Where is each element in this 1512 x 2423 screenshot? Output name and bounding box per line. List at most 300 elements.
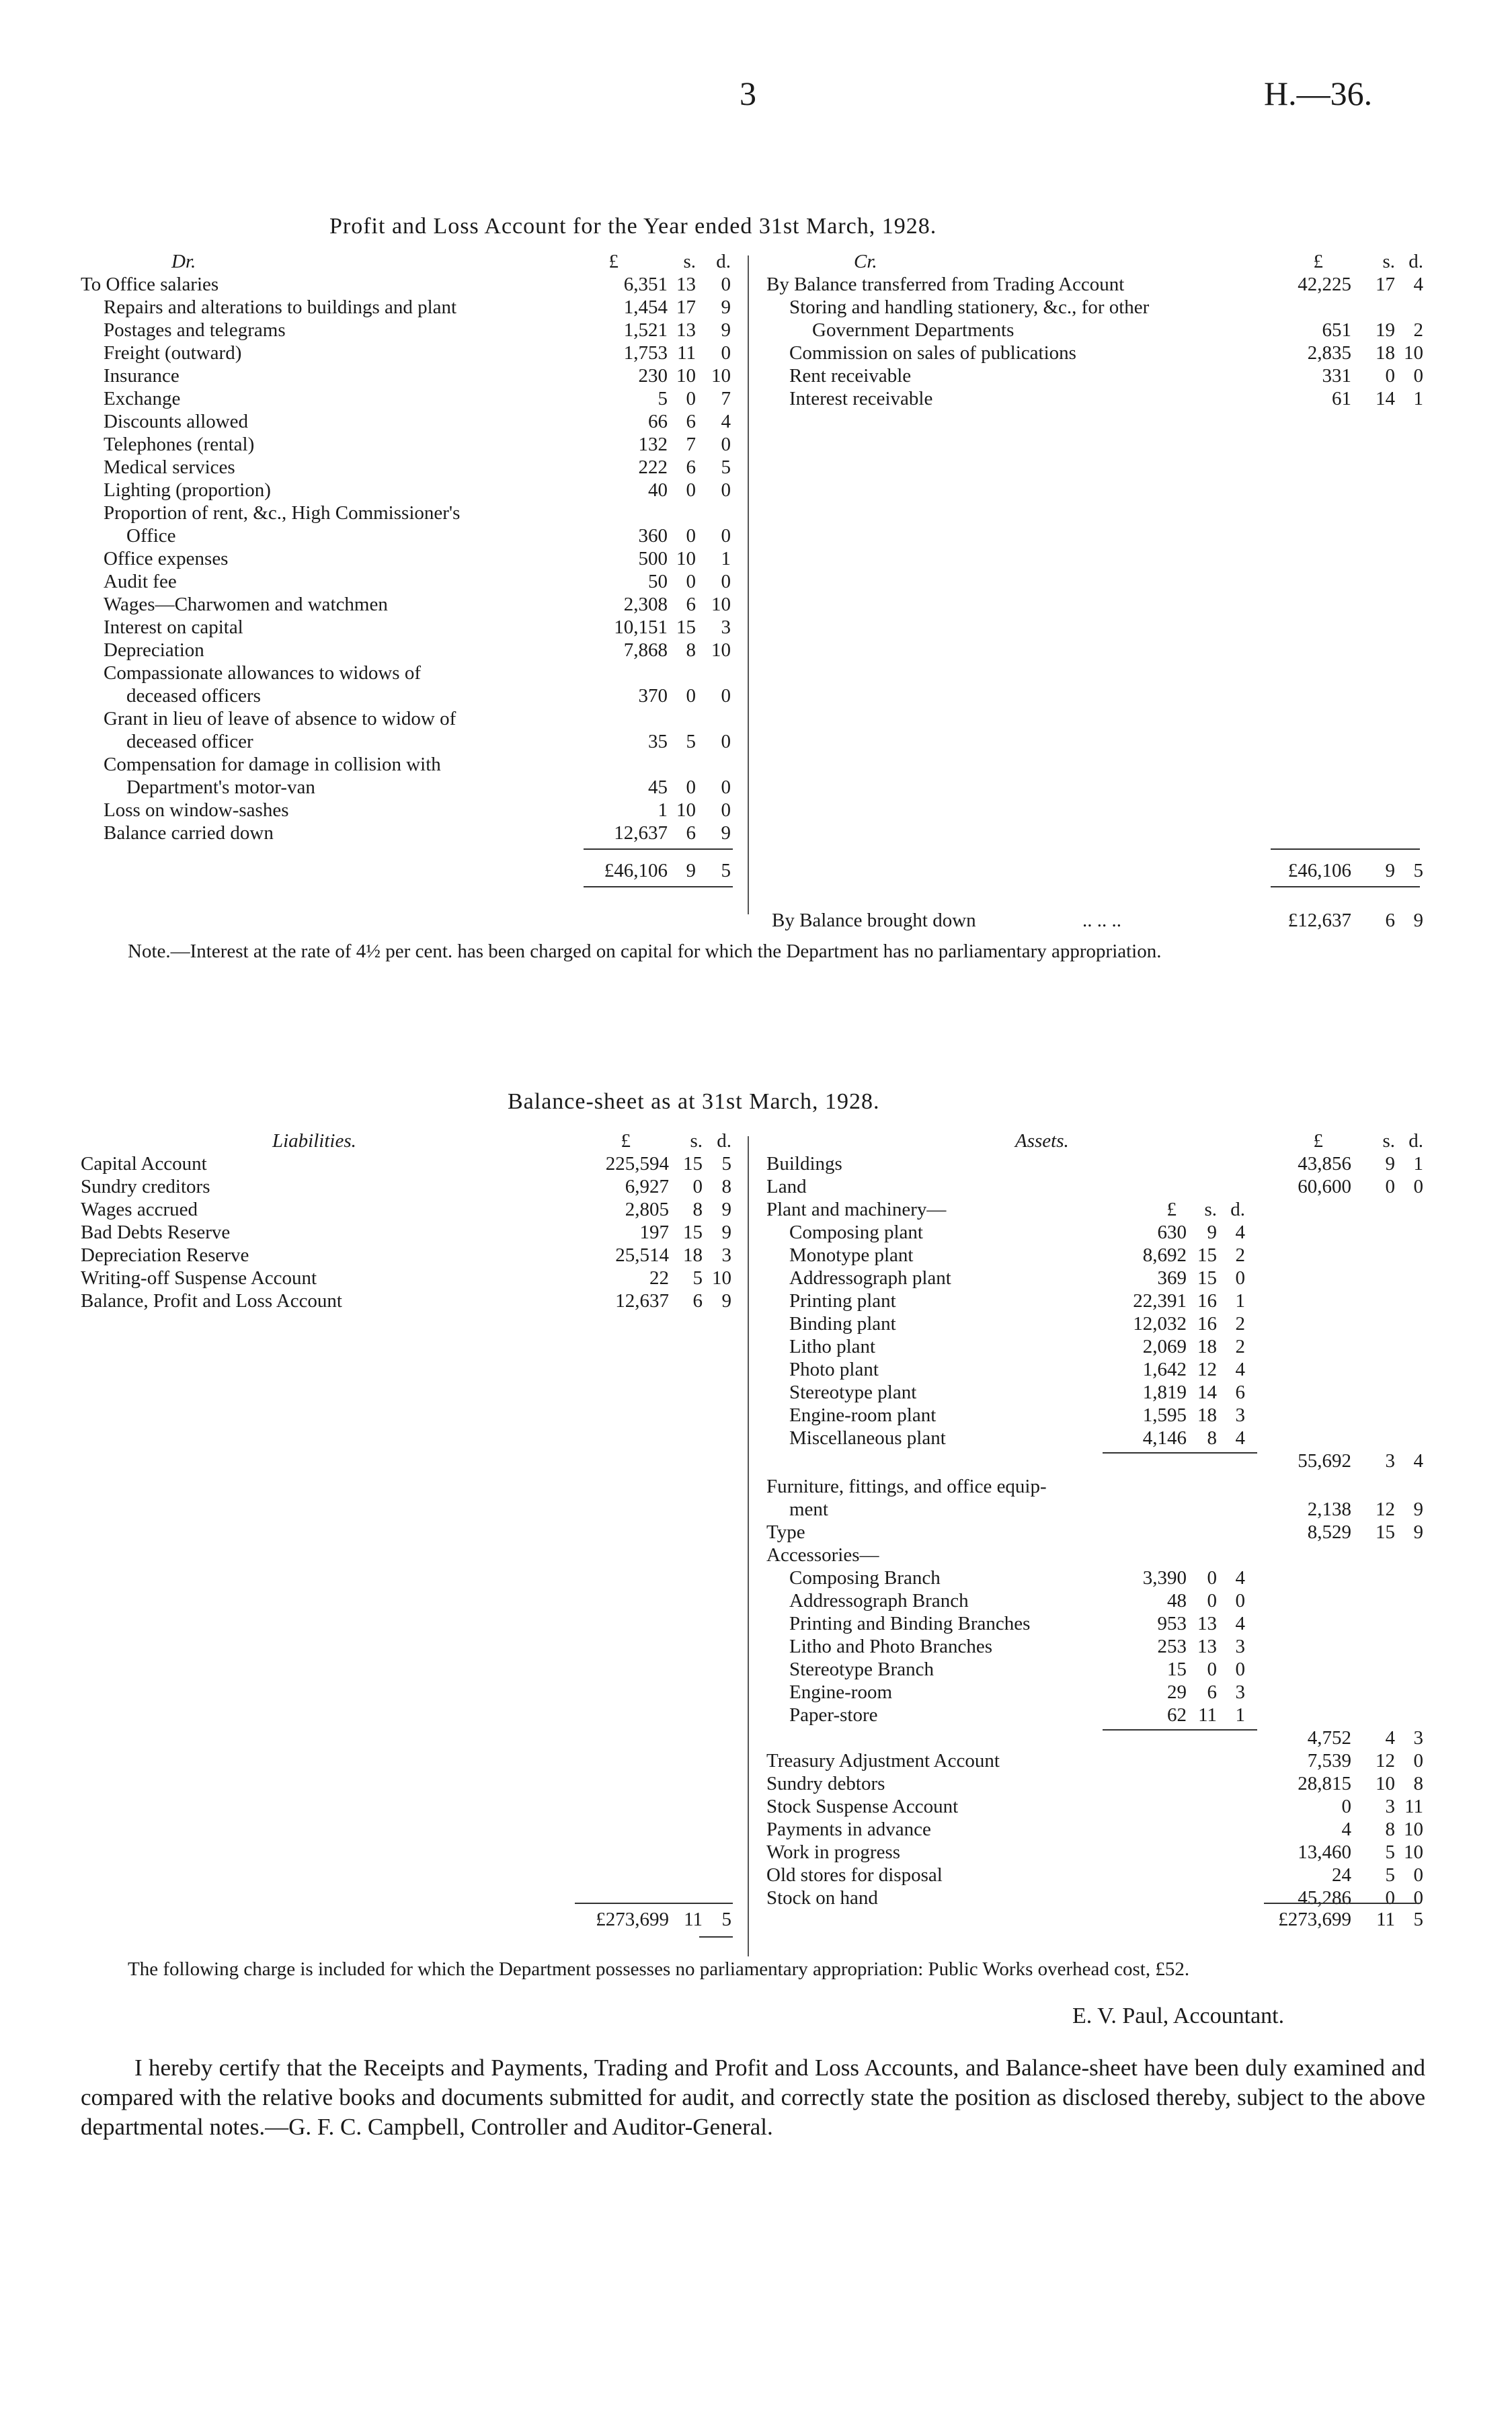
asset-plant-row-label: Photo plant <box>789 1359 879 1380</box>
asset-plant-row-d: 0 <box>1235 1267 1245 1289</box>
pl-debit-row <box>81 433 753 456</box>
bs-liability-row-pounds: 12,637 <box>615 1290 669 1312</box>
asset-accessory-row-d: 3 <box>1235 1681 1245 1703</box>
pl-debit-row-d: 10 <box>711 594 731 615</box>
pl-debit-row <box>81 524 753 547</box>
pl-debit-row-pounds: 5 <box>658 388 668 409</box>
asset-plant-col-pounds: £ <box>1166 1199 1177 1220</box>
pl-debit-row <box>81 502 753 524</box>
bs-liability-row <box>81 1267 753 1289</box>
pl-credit-total-s: 9 <box>1385 860 1395 881</box>
pl-debit-row-label: Department's motor-van <box>126 777 315 798</box>
asset-other-row-s: 12 <box>1376 1750 1395 1772</box>
pl-debit-row-pounds: 222 <box>638 456 668 478</box>
asset-buildings <box>766 1152 1439 1175</box>
pl-debit-row <box>81 662 753 684</box>
pl-debit-row-d: 0 <box>721 274 731 295</box>
asset-type-pounds: 8,529 <box>1307 1521 1351 1543</box>
pl-debit-row-label: Repairs and alterations to buildings and plant <box>104 296 457 318</box>
pl-debit-row-s: 17 <box>676 296 696 318</box>
bs-liab-col-s: s. <box>690 1130 703 1152</box>
pl-cr-col-d: d. <box>1408 251 1423 272</box>
pl-debit-row-d: 0 <box>721 731 731 752</box>
asset-plant-row-s: 16 <box>1197 1313 1217 1335</box>
asset-accessory-row-s: 13 <box>1197 1636 1217 1657</box>
pl-debit-row <box>81 456 753 479</box>
bs-signature: E. V. Paul, Accountant. <box>1072 2003 1285 2028</box>
bs-assets-total-d: 5 <box>1413 1909 1423 1930</box>
pl-title: Profit and Loss Account for the Year ended 31st March, 1928. <box>329 214 937 239</box>
bs-liability-row-label: Wages accrued <box>81 1199 198 1220</box>
asset-plant-row-pounds: 4,146 <box>1142 1427 1187 1449</box>
pl-credit-row <box>766 342 1439 364</box>
pl-debit-row <box>81 753 753 776</box>
asset-other-row <box>766 1864 1439 1886</box>
bs-liability-row-d: 9 <box>721 1222 731 1243</box>
bs-liability-row-pounds: 225,594 <box>605 1153 669 1175</box>
pl-debit-row-s: 6 <box>686 411 696 432</box>
pl-debit-total-d: 5 <box>721 860 731 881</box>
bs-assets-block <box>766 1152 1439 1909</box>
asset-other-row <box>766 1749 1439 1772</box>
asset-accessories-total-pounds: 4,752 <box>1307 1727 1351 1749</box>
bs-liabilities-list <box>81 1152 753 1312</box>
asset-accessory-row-pounds: 253 <box>1157 1636 1187 1657</box>
asset-plant-total-pounds: 55,692 <box>1298 1450 1351 1472</box>
asset-buildings-d: 1 <box>1413 1153 1423 1175</box>
asset-accessory-row-s: 0 <box>1207 1659 1217 1680</box>
pl-credit-row-pounds: 42,225 <box>1298 274 1351 295</box>
pl-debit-row-label: Wages—Charwomen and watchmen <box>104 594 388 615</box>
asset-plant-total <box>766 1449 1439 1472</box>
asset-accessory-row-pounds: 3,390 <box>1142 1567 1187 1589</box>
pl-debit-row <box>81 593 753 616</box>
pl-cr-col-s: s. <box>1382 251 1395 272</box>
pl-credit-row-d: 4 <box>1413 274 1423 295</box>
asset-other-row-label: Stock on hand <box>766 1887 878 1909</box>
asset-accessories-heading <box>766 1544 1439 1566</box>
pl-debit-row-label: Proportion of rent, &c., High Commissioner's <box>104 502 461 524</box>
pl-debit-row <box>81 547 753 570</box>
asset-plant-row-label: Litho plant <box>789 1336 876 1357</box>
bs-footnote: The following charge is included for which the Department possesses no parliamentary appropriation: Public Works overhead cost, £52. <box>128 1958 1190 1980</box>
bs-assets-total-rule-top <box>1264 1903 1420 1904</box>
asset-accessory-row-label: Printing and Binding Branches <box>789 1613 1031 1634</box>
pl-debit-row <box>81 799 753 822</box>
asset-other-row-pounds: 28,815 <box>1298 1773 1351 1794</box>
pl-debit-row-label: Office expenses <box>104 548 229 569</box>
pl-credit-row-s: 19 <box>1376 319 1395 341</box>
pl-credit-row-label: Commission on sales of publications <box>789 342 1076 364</box>
asset-other-row <box>766 1818 1439 1841</box>
bs-liability-row <box>81 1152 753 1175</box>
asset-furniture-pounds: 2,138 <box>1307 1499 1351 1520</box>
asset-accessory-row <box>766 1589 1439 1612</box>
pl-debit-row <box>81 296 753 319</box>
pl-brought-down-label: By Balance brought down <box>772 910 976 931</box>
pl-debit-row-pounds: 500 <box>638 548 668 569</box>
pl-debit-row-pounds: 40 <box>648 479 668 501</box>
pl-debit-row-label: Exchange <box>104 388 181 409</box>
asset-accessories-heading-label: Accessories— <box>766 1544 879 1566</box>
asset-plant-row-pounds: 22,391 <box>1133 1290 1187 1312</box>
pl-debit-row-d: 9 <box>721 296 731 318</box>
asset-other-row-s: 5 <box>1385 1864 1395 1886</box>
pl-credit-row-d: 0 <box>1413 365 1423 387</box>
pl-debit-total-rule-bottom <box>584 886 733 887</box>
asset-buildings-pounds: 43,856 <box>1298 1153 1351 1175</box>
asset-land-s: 0 <box>1385 1176 1395 1197</box>
pl-credit-row-d: 1 <box>1413 388 1423 409</box>
asset-plant-total-d: 4 <box>1413 1450 1423 1472</box>
pl-debit-row <box>81 822 753 844</box>
pl-debit-row-d: 3 <box>721 617 731 638</box>
bs-liability-row-label: Balance, Profit and Loss Account <box>81 1290 342 1312</box>
bs-liability-row-d: 10 <box>712 1267 731 1289</box>
pl-debit-row-label: Telephones (rental) <box>104 434 255 455</box>
asset-accessory-row-label: Addressograph Branch <box>789 1590 969 1612</box>
cr-label: Cr. <box>854 251 877 272</box>
pl-credit-row-d: 2 <box>1413 319 1423 341</box>
bs-liability-row <box>81 1221 753 1244</box>
bs-liability-row-pounds: 22 <box>649 1267 669 1289</box>
asset-plant-row-pounds: 1,819 <box>1142 1382 1187 1403</box>
pl-debit-row-d: 0 <box>721 571 731 592</box>
asset-type-d: 9 <box>1413 1521 1423 1543</box>
pl-debit-row-s: 0 <box>686 479 696 501</box>
asset-accessory-row <box>766 1704 1439 1726</box>
asset-other-row-pounds: 4 <box>1341 1819 1351 1840</box>
asset-other-row-s: 3 <box>1385 1796 1395 1817</box>
asset-plant-row <box>766 1427 1439 1449</box>
asset-other-row-label: Stock Suspense Account <box>766 1796 959 1817</box>
pl-debit-row-s: 13 <box>676 274 696 295</box>
pl-cr-col-pounds: £ <box>1313 251 1323 272</box>
pl-credit-row-s: 17 <box>1376 274 1395 295</box>
bs-liability-row <box>81 1289 753 1312</box>
bs-assets-col-pounds: £ <box>1313 1130 1323 1152</box>
asset-accessory-row-pounds: 29 <box>1167 1681 1187 1703</box>
bs-liability-row-s: 6 <box>692 1290 703 1312</box>
bs-assets-col-d: d. <box>1408 1130 1423 1152</box>
asset-plant-row <box>766 1335 1439 1358</box>
assets-label: Assets. <box>1015 1130 1069 1152</box>
pl-debit-row-label: Balance carried down <box>104 822 274 844</box>
asset-accessory-row-d: 0 <box>1235 1590 1245 1612</box>
pl-debit-row-s: 11 <box>677 342 696 364</box>
bs-liability-row-pounds: 25,514 <box>615 1244 669 1266</box>
asset-other-row-pounds: 45,286 <box>1298 1887 1351 1909</box>
asset-accessory-row <box>766 1681 1439 1704</box>
pl-brought-down-d: 9 <box>1413 910 1423 931</box>
pl-dr-col-pounds: £ <box>608 251 619 272</box>
pl-debit-row-d: 10 <box>711 639 731 661</box>
asset-accessory-row-d: 1 <box>1235 1704 1245 1726</box>
pl-debit-row <box>81 387 753 410</box>
asset-plant-row-d: 2 <box>1235 1336 1245 1357</box>
asset-other-row-label: Old stores for disposal <box>766 1864 943 1886</box>
asset-other-row-d: 10 <box>1404 1819 1423 1840</box>
pl-debit-row-d: 10 <box>711 365 731 387</box>
asset-furniture-label: ment <box>789 1499 828 1520</box>
pl-debit-row-s: 6 <box>686 456 696 478</box>
pl-debit-row-d: 0 <box>721 525 731 547</box>
asset-other-row <box>766 1886 1439 1909</box>
asset-other-row-d: 11 <box>1404 1796 1423 1817</box>
bs-liability-row <box>81 1244 753 1267</box>
pl-debit-row <box>81 730 753 753</box>
pl-debit-row-pounds: 1,521 <box>623 319 668 341</box>
pl-debit-row <box>81 684 753 707</box>
asset-other-row-d: 10 <box>1404 1841 1423 1863</box>
asset-other-row-pounds: 13,460 <box>1298 1841 1351 1863</box>
pl-debit-row-pounds: 360 <box>638 525 668 547</box>
pl-credit-row <box>766 319 1439 342</box>
asset-accessory-row-s: 0 <box>1207 1590 1217 1612</box>
pl-debit-row-pounds: 6,351 <box>623 274 668 295</box>
pl-debit-row-label: Grant in lieu of leave of absence to widow of <box>104 708 456 729</box>
pl-debit-row-label: Depreciation <box>104 639 204 661</box>
asset-land-d: 0 <box>1413 1176 1423 1197</box>
asset-plant-row-d: 3 <box>1235 1404 1245 1426</box>
asset-type-label: Type <box>766 1521 805 1543</box>
pl-debit-row-s: 8 <box>686 639 696 661</box>
asset-plant-row-s: 18 <box>1197 1404 1217 1426</box>
pl-debit-list <box>81 273 753 844</box>
bs-title: Balance-sheet as at 31st March, 1928. <box>508 1089 880 1114</box>
pl-debit-row-label: Medical services <box>104 456 235 478</box>
dr-label: Dr. <box>171 251 196 272</box>
pl-debit-row-pounds: 35 <box>648 731 668 752</box>
pl-debit-row-label: Interest on capital <box>104 617 243 638</box>
asset-accessory-row-d: 0 <box>1235 1659 1245 1680</box>
pl-debit-row-pounds: 7,868 <box>623 639 668 661</box>
asset-furniture-d: 9 <box>1413 1499 1423 1520</box>
asset-accessory-row-d: 4 <box>1235 1613 1245 1634</box>
bs-liability-row-pounds: 197 <box>639 1222 669 1243</box>
pl-debit-row-d: 9 <box>721 319 731 341</box>
asset-plant-row-s: 15 <box>1197 1267 1217 1289</box>
asset-plant-row-label: Binding plant <box>789 1313 896 1335</box>
pl-debit-row-d: 0 <box>721 434 731 455</box>
asset-plant-row-d: 2 <box>1235 1313 1245 1335</box>
pl-debit-row-d: 1 <box>721 548 731 569</box>
pl-debit-row <box>81 273 753 296</box>
pl-credit-row <box>766 273 1439 296</box>
pl-debit-row-label: Discounts allowed <box>104 411 249 432</box>
pl-debit-row-label: Postages and telegrams <box>104 319 286 341</box>
asset-other-row <box>766 1795 1439 1818</box>
bs-liab-total-s: 11 <box>684 1909 703 1930</box>
asset-plant-row-d: 1 <box>1235 1290 1245 1312</box>
asset-land-label: Land <box>766 1176 807 1197</box>
asset-plant-row-label: Miscellaneous plant <box>789 1427 946 1449</box>
pl-debit-row-label: Insurance <box>104 365 180 387</box>
pl-debit-row-label: Compassionate allowances to widows of <box>104 662 421 684</box>
asset-plant-row <box>766 1381 1439 1404</box>
asset-accessory-row-pounds: 15 <box>1167 1659 1187 1680</box>
asset-plant-row <box>766 1221 1439 1244</box>
asset-accessory-row-label: Paper-store <box>789 1704 878 1726</box>
asset-accessory-row-label: Engine-room <box>789 1681 893 1703</box>
asset-type-s: 15 <box>1376 1521 1395 1543</box>
asset-plant-row <box>766 1289 1439 1312</box>
pl-credit-row-label: By Balance transferred from Trading Account <box>766 274 1125 295</box>
pl-debit-row-d: 7 <box>721 388 731 409</box>
asset-accessory-row <box>766 1635 1439 1658</box>
pl-debit-row-s: 0 <box>686 685 696 707</box>
asset-plant-row-pounds: 1,642 <box>1142 1359 1187 1380</box>
asset-accessory-row-pounds: 953 <box>1157 1613 1187 1634</box>
pl-debit-row-label: Loss on window-sashes <box>104 799 289 821</box>
pl-debit-row-label: Office <box>126 525 176 547</box>
pl-debit-row-d: 0 <box>721 799 731 821</box>
asset-other-row-label: Payments in advance <box>766 1819 931 1840</box>
pl-debit-row-label: Audit fee <box>104 571 177 592</box>
pl-debit-row-pounds: 50 <box>648 571 668 592</box>
pl-debit-row <box>81 707 753 730</box>
pl-debit-row-pounds: 1,753 <box>623 342 668 364</box>
pl-dr-col-d: d. <box>716 251 731 272</box>
pl-debit-row-s: 6 <box>686 822 696 844</box>
pl-credit-row-s: 18 <box>1376 342 1395 364</box>
bs-liab-col-d: d. <box>717 1130 731 1152</box>
asset-plant-row-d: 6 <box>1235 1382 1245 1403</box>
asset-plant-row-pounds: 369 <box>1157 1267 1187 1289</box>
pl-debit-row-pounds: 370 <box>638 685 668 707</box>
asset-plant-row-s: 8 <box>1207 1427 1217 1449</box>
bs-liab-total-d: 5 <box>721 1909 731 1930</box>
asset-other-row-d: 8 <box>1413 1773 1423 1794</box>
asset-accessory-row <box>766 1658 1439 1681</box>
asset-accessory-row-pounds: 62 <box>1167 1704 1187 1726</box>
asset-other-row-d: 0 <box>1413 1864 1423 1886</box>
bs-liability-row-label: Sundry creditors <box>81 1176 210 1197</box>
pl-debit-row <box>81 570 753 593</box>
asset-accessory-row-s: 6 <box>1207 1681 1217 1703</box>
pl-debit-row-s: 7 <box>686 434 696 455</box>
bs-assets-total-s: 11 <box>1376 1909 1395 1930</box>
pl-brought-down-s: 6 <box>1385 910 1395 931</box>
asset-plant-row-s: 14 <box>1197 1382 1217 1403</box>
pl-credit-total-d: 5 <box>1413 860 1423 881</box>
pl-debit-row-label: Compensation for damage in collision with <box>104 754 441 775</box>
asset-other-row-d: 0 <box>1413 1750 1423 1772</box>
asset-plant-row <box>766 1312 1439 1335</box>
asset-furniture-line1 <box>766 1475 1439 1498</box>
pl-debit-row-pounds: 230 <box>638 365 668 387</box>
bs-liability-row-label: Writing-off Suspense Account <box>81 1267 317 1289</box>
asset-plant-row-d: 2 <box>1235 1244 1245 1266</box>
bs-liability-row-label: Capital Account <box>81 1153 207 1175</box>
pl-debit-row-label: deceased officers <box>126 685 261 707</box>
pl-credit-row-pounds: 331 <box>1322 365 1351 387</box>
bs-assets-col-s: s. <box>1382 1130 1395 1152</box>
pl-debit-row-d: 9 <box>721 822 731 844</box>
pl-debit-row-s: 0 <box>686 571 696 592</box>
asset-plant-row <box>766 1358 1439 1381</box>
pl-debit-row-pounds: 132 <box>638 434 668 455</box>
pl-debit-total-pounds: £46,106 <box>604 860 668 881</box>
bs-liab-col-pounds: £ <box>621 1130 631 1152</box>
pl-debit-row-s: 15 <box>676 617 696 638</box>
asset-accessory-row-pounds: 48 <box>1167 1590 1187 1612</box>
bs-liability-row-s: 8 <box>692 1199 703 1220</box>
bs-liability-row <box>81 1175 753 1198</box>
page-number: 3 <box>740 75 756 112</box>
pl-credit-list <box>766 273 1439 410</box>
pl-debit-row-d: 0 <box>721 479 731 501</box>
pl-debit-row <box>81 342 753 364</box>
asset-plant-row-d: 4 <box>1235 1359 1245 1380</box>
pl-debit-row-label: deceased officer <box>126 731 253 752</box>
auditor-certificate: I hereby certify that the Receipts and Payments, Trading and Profit and Loss Accounts, and Balance-sheet have been duly examined and compared with the relative books and documents submitted for audit, and correctly state the position as disclosed thereby, subject to the above departmental notes.—G. F. C. Campbell, Controller and Auditor-General. <box>81 2055 1425 2140</box>
asset-other-row-label: Sundry debtors <box>766 1773 885 1794</box>
asset-other-row-s: 8 <box>1385 1819 1395 1840</box>
pl-debit-row-pounds: 1,454 <box>623 296 668 318</box>
pl-debit-row-pounds: 2,308 <box>623 594 668 615</box>
bs-liability-row-d: 8 <box>721 1176 731 1197</box>
pl-debit-row <box>81 616 753 639</box>
pl-debit-row-label: Lighting (proportion) <box>104 479 271 501</box>
asset-land-pounds: 60,600 <box>1298 1176 1351 1197</box>
pl-credit-row-label: Government Departments <box>812 319 1014 341</box>
bs-liability-row-d: 3 <box>721 1244 731 1266</box>
bs-liability-row-label: Depreciation Reserve <box>81 1244 249 1266</box>
pl-debit-row <box>81 410 753 433</box>
pl-debit-row-pounds: 12,637 <box>614 822 668 844</box>
pl-debit-row-s: 13 <box>676 319 696 341</box>
asset-plant-row-label: Composing plant <box>789 1222 923 1243</box>
pl-debit-row-d: 0 <box>721 342 731 364</box>
pl-dr-col-s: s. <box>683 251 696 272</box>
pl-debit-row-label: To Office salaries <box>81 274 219 295</box>
pl-debit-row-d: 5 <box>721 456 731 478</box>
pl-debit-total-rule-top <box>584 848 733 850</box>
asset-plant-row <box>766 1404 1439 1427</box>
bs-liability-row-pounds: 6,927 <box>625 1176 669 1197</box>
pl-debit-row-s: 0 <box>686 777 696 798</box>
pl-credit-row-label: Interest receivable <box>789 388 933 409</box>
asset-plant-row-label: Monotype plant <box>789 1244 914 1266</box>
pl-credit-row-pounds: 651 <box>1322 319 1351 341</box>
asset-accessory-row-label: Stereotype Branch <box>789 1659 934 1680</box>
asset-plant-row <box>766 1244 1439 1267</box>
asset-accessory-row-s: 0 <box>1207 1567 1217 1589</box>
bs-liab-total-rule-bottom <box>699 1936 733 1938</box>
pl-debit-row-label: Freight (outward) <box>104 342 242 364</box>
pl-credit-row-d: 10 <box>1404 342 1423 364</box>
asset-plant-row-label: Stereotype plant <box>789 1382 917 1403</box>
asset-plant-heading <box>766 1198 1439 1221</box>
pl-debit-row <box>81 479 753 502</box>
pl-debit-row-pounds: 10,151 <box>614 617 668 638</box>
pl-credit-row-s: 0 <box>1385 365 1395 387</box>
asset-plant-row-d: 4 <box>1235 1222 1245 1243</box>
pl-credit-row-pounds: 2,835 <box>1307 342 1351 364</box>
asset-buildings-s: 9 <box>1385 1153 1395 1175</box>
bs-liability-row <box>81 1198 753 1221</box>
bs-liability-row-s: 15 <box>683 1153 703 1175</box>
asset-plant-col-s: s. <box>1204 1199 1217 1220</box>
pl-credit-total-pounds: £46,106 <box>1287 860 1351 881</box>
pl-brought-down-leader: .. .. .. <box>1082 910 1121 931</box>
bs-liability-row-pounds: 2,805 <box>625 1199 669 1220</box>
pl-credit-total-rule-top <box>1271 848 1420 850</box>
asset-plant-row-pounds: 2,069 <box>1142 1336 1187 1357</box>
pl-credit-row <box>766 387 1439 410</box>
pl-debit-row-s: 5 <box>686 731 696 752</box>
